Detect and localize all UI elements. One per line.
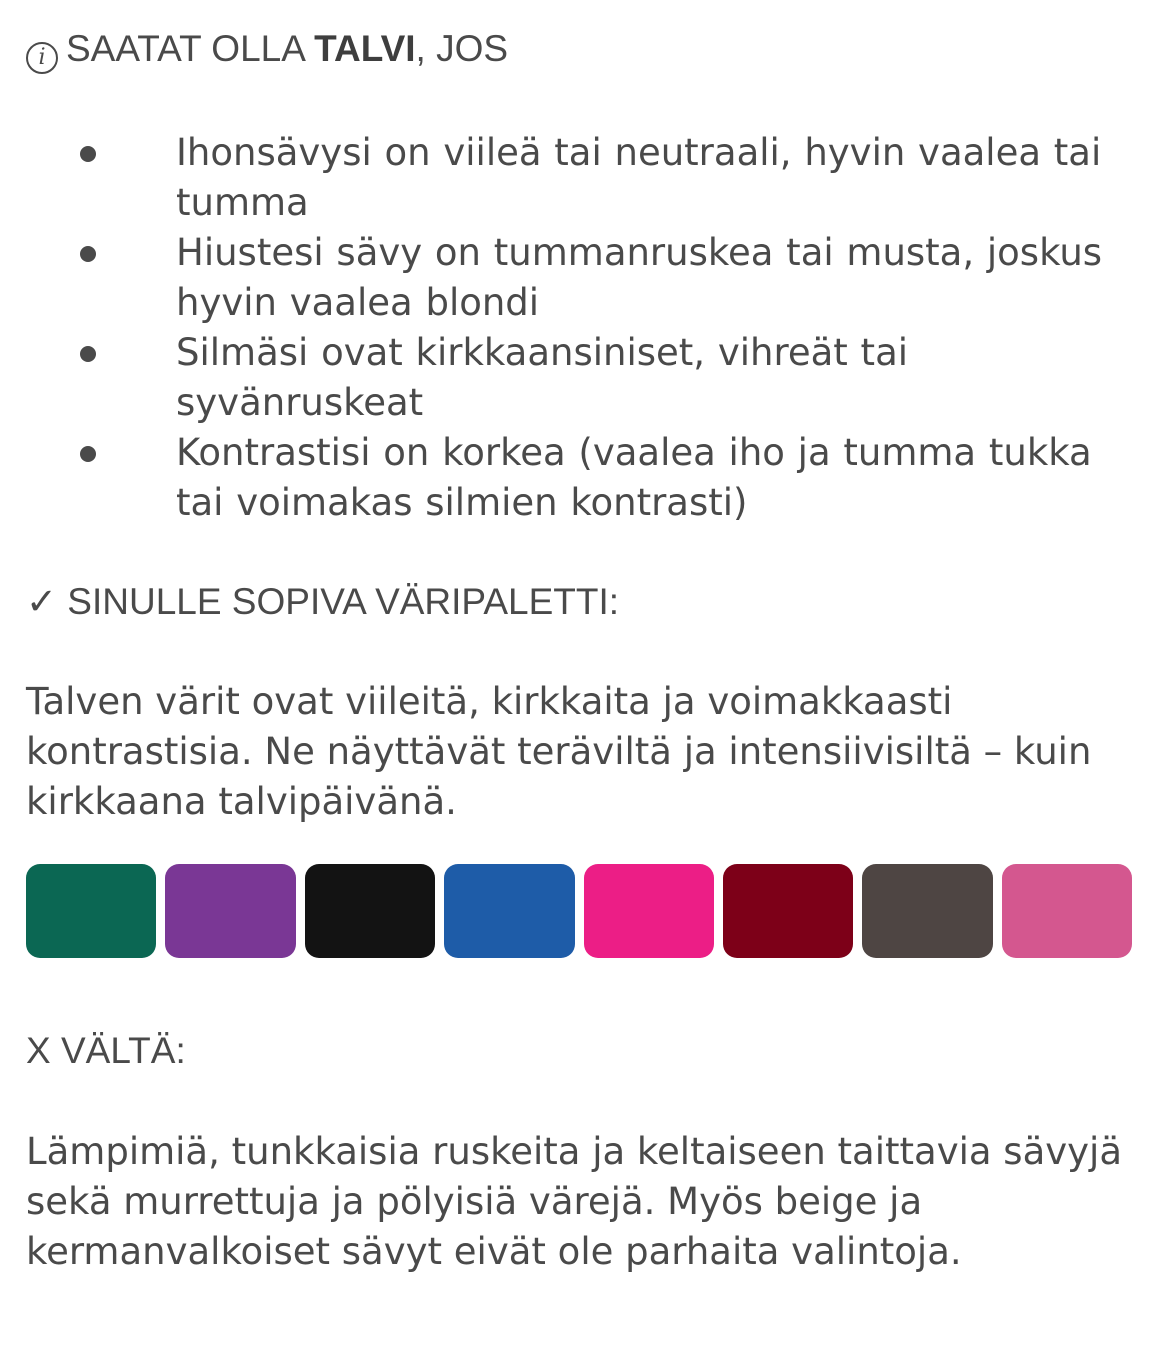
criteria-list <box>0 128 1157 528</box>
bullet-icon <box>80 346 96 362</box>
bullet-icon <box>80 446 96 462</box>
intro-suffix: , JOS <box>415 28 509 69</box>
info-icon: i <box>26 42 58 74</box>
bullet-icon <box>80 146 96 162</box>
color-swatch <box>26 864 156 958</box>
color-palette <box>26 864 1132 958</box>
avoid-title: VÄLTÄ: <box>60 1030 186 1071</box>
color-swatch <box>584 864 714 958</box>
color-swatch <box>862 864 992 958</box>
criteria-text: Kontrastisi on korkea (vaalea iho ja tumma tukka tai voimakas silmien kontrasti) <box>176 431 1092 524</box>
avoid-description: Lämpimiä, tunkkaisia ruskeita ja keltaiseen taittavia sävyjä sekä murrettuja ja pölyisiä värejä. Myös beige ja kermanvalkoiset sävyt eivät ole parhaita valintoja. <box>26 1130 1122 1273</box>
avoid-heading <box>26 1030 186 1072</box>
color-swatch <box>305 864 435 958</box>
color-swatch <box>165 864 295 958</box>
color-swatch <box>1002 864 1132 958</box>
list-item <box>0 328 1157 428</box>
criteria-text: Ihonsävysi on viileä tai neutraali, hyvin vaalea tai tumma <box>176 131 1102 224</box>
palette-heading <box>26 580 619 623</box>
x-mark-icon: X <box>26 1030 51 1071</box>
palette-title: SINULLE SOPIVA VÄRIPALETTI: <box>67 581 620 622</box>
color-swatch <box>723 864 853 958</box>
intro-heading <box>26 28 508 74</box>
palette-description: Talven värit ovat viileitä, kirkkaita ja voimakkaasti kontrastisia. Ne näyttävät teräviltä ja intensiivisiltä – kuin kirkkaana talvipäivänä. <box>26 680 1092 823</box>
season-name: TALVI <box>314 28 416 69</box>
color-swatch <box>444 864 574 958</box>
list-item <box>0 428 1157 528</box>
list-item <box>0 128 1157 228</box>
bullet-icon <box>80 246 96 262</box>
checkmark-icon: ✓ <box>26 581 58 622</box>
criteria-text: Hiustesi sävy on tummanruskea tai musta, joskus hyvin vaalea blondi <box>176 231 1103 324</box>
criteria-text: Silmäsi ovat kirkkaansiniset, vihreät tai syvänruskeat <box>176 331 909 424</box>
list-item <box>0 228 1157 328</box>
intro-prefix: SAATAT OLLA <box>66 28 315 69</box>
